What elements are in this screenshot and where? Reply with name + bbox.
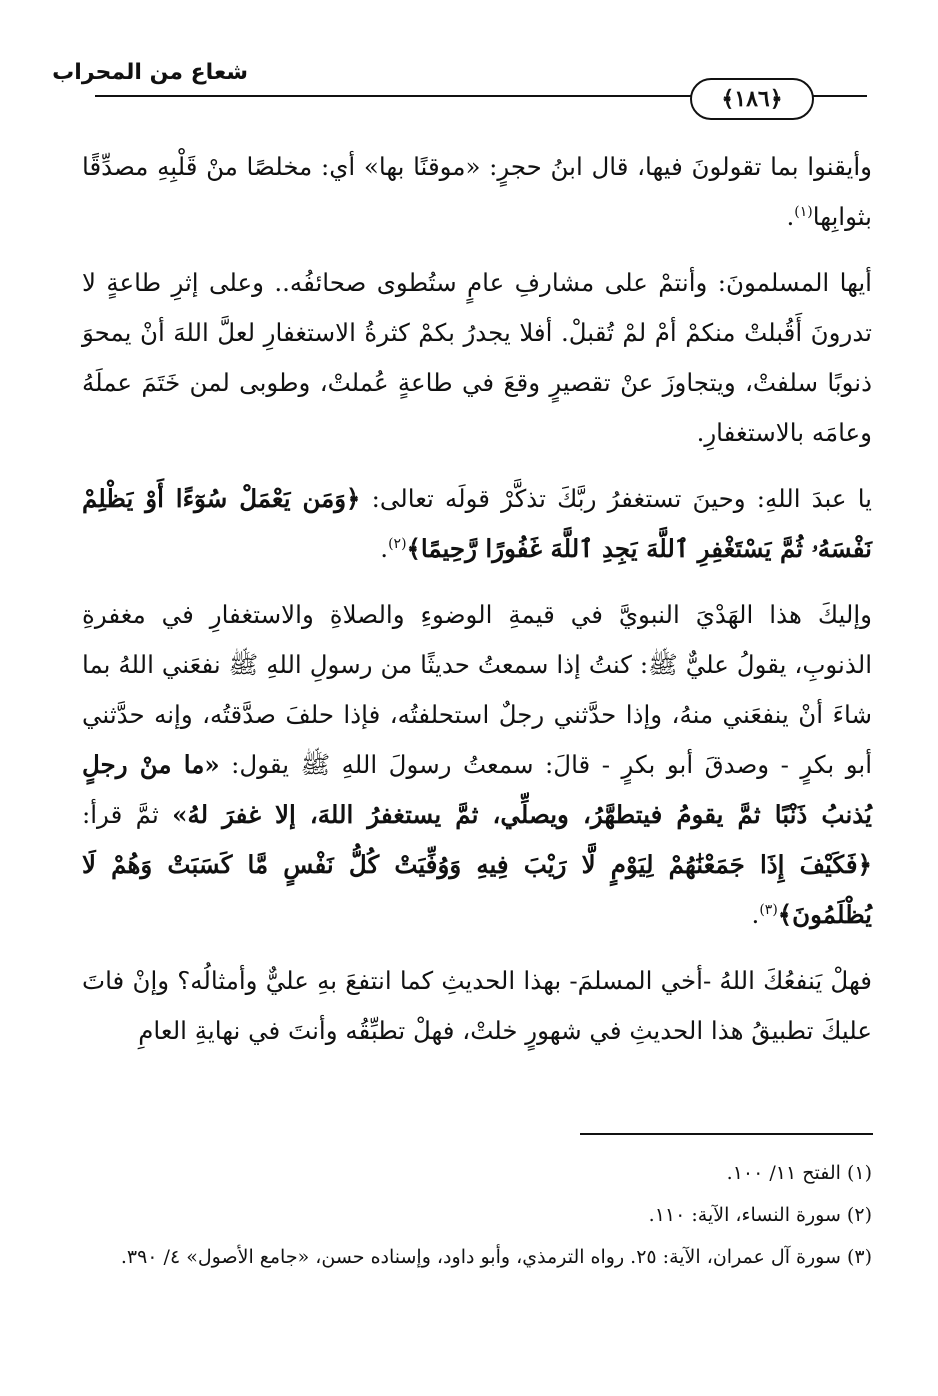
footnotes: [82, 1152, 872, 1278]
quran-verse-2: ﴿فَكَيْفَ إِذَا جَمَعْنَٰهُمْ لِيَوْمٍ لَّا رَيْبَ فِيهِ وَوُفِّيَتْ كُلُّ نَفْسٍ مَّا كَسَبَتْ وَهُمْ لَا يُظْلَمُونَ﴾: [82, 850, 872, 929]
paragraph-3: [82, 474, 872, 574]
footnote-3: (٣) سورة آل عمران، الآية: ٢٥. رواه الترمذي، وأبو داود، وإسناده حسن، «جامع الأصول» ٤/ ٣٩٠.: [120, 1246, 872, 1268]
paragraph-3-text: يا عبدَ اللهِ: وحينَ تستغفرُ ربَّكَ تذكَّرْ قولَه تعالى:: [360, 484, 872, 513]
paragraph-5: [82, 956, 872, 1056]
paragraph-4: [82, 590, 872, 940]
paragraph-4-text: وإليكَ هذا الهَدْيَ النبويَّ في قيمةِ الوضوءِ والصلاةِ والاستغفارِ في مغفرةِ الذنوبِ، يقولُ عليٌّ ﷺ: كنتُ إذا سمعتُ حديثًا من رسولِ اللهِ ﷺ نفعَني اللهُ بما شاءَ أنْ ينفعَني منهُ، وإذا حدَّثني رجلٌ استحلفتُه، فإذا حلفَ صدَّقتُه، وإنه حدَّثني أبو بكرٍ - وصدقَ أبو بكرٍ - قالَ: سمعتُ رسولَ اللهِ ﷺ يقول:: [82, 600, 873, 779]
paragraph-1-text: وأيقنوا بما تقولونَ فيها، قال ابنُ حجرٍ: «موقنًا بها» أي: مخلصًا منْ قَلْبِهِ مصدِّقًا بثوابِها: [82, 152, 872, 231]
footnote-2: (٢) سورة النساء، الآية: ١١٠.: [648, 1204, 872, 1226]
paragraph-4-text2: ثمَّ قرأ:: [82, 800, 173, 829]
running-header-title: شعاع من المحراب: [52, 60, 248, 85]
main-text: [82, 142, 872, 1072]
paragraph-1-tail: .: [786, 202, 795, 231]
footnote-ref-1: (١): [794, 203, 813, 220]
hadith-quote: «ما منْ رجلٍ يُذنبُ ذَنْبًا ثمَّ يقومُ فيتطهَّرُ، ويصلِّي، ثمَّ يستغفرُ اللهَ، إلا غفرَ لهُ»: [82, 750, 872, 829]
page-number: ﴿١٨٦﴾: [690, 78, 814, 120]
footnote-ref-3: (٣): [759, 901, 778, 918]
paragraph-5-text: فهلْ يَنفعُكَ اللهُ -أخي المسلمَ- بهذا الحديثِ كما انتفعَ بهِ عليٌّ وأمثالُه؟ وإنْ فاتَ عليكَ تطبيقُ هذا الحديثِ في شهورٍ خلتْ، فهلْ تطبِّقُه وأنتَ في نهايةِ العامِ: [82, 966, 872, 1045]
footnote-1: (١) الفتح ١١/ ١٠٠.: [726, 1162, 872, 1184]
paragraph-1: [82, 142, 872, 242]
paragraph-2-text: أيها المسلمونَ: وأنتمْ على مشارفِ عامٍ ستُطوى صحائفُه.. وعلى إثرِ طاعةٍ لا تدرونَ أَقُبلتْ منكمْ أمْ لمْ تُقبلْ. أفلا يجدرُ بكمْ كثرةُ الاستغفارِ لعلَّ اللهَ أنْ يمحوَ ذنوبًا سلفتْ، ويتجاوزَ عنْ تقصيرٍ وقعَ في طاعةٍ عُملتْ، وطوبى لمن خَتَمَ عملَهُ وعامَه بالاستغفارِ.: [82, 268, 872, 447]
paragraph-2: [82, 258, 872, 458]
paragraph-3-tail: .: [380, 534, 389, 563]
footnote-ref-2: (٢): [388, 535, 407, 552]
quran-verse-1: ﴿وَمَن يَعْمَلْ سُوٓءًا أَوْ يَظْلِمْ نَفْسَهُۥ ثُمَّ يَسْتَغْفِرِ ٱللَّهَ يَجِدِ ٱللَّهَ غَفُورًا رَّحِيمًا﴾: [82, 484, 872, 563]
footnote-separator: [580, 1133, 873, 1135]
paragraph-4-tail: .: [751, 900, 760, 929]
